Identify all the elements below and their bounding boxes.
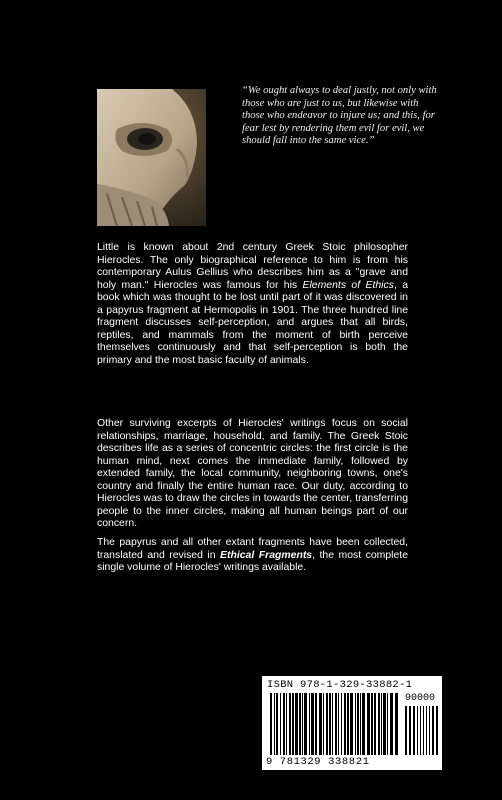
p1-text-a: Little is known about 2nd century Greek Stoic philosopher Hierocles. The only biographical reference to him is from his contemporary Aulus Gellius who describes him as a "grave and holy man." Hierocles was famous for his (97, 242, 408, 291)
isbn-barcode (262, 676, 442, 770)
p1-book-title: Elements of Ethics (302, 279, 394, 291)
description-paragraph-2: Other surviving excerpts of Hierocles' writings focus on social relationships, marriage, household, and family. The Greek Stoic describes life as a series of concentric circles: the first circle is the human mind, next comes the immediate family, followed by extended family, the local community, neighboring towns, one's country and finally the entire human race. Our duty, according to Hierocles was to draw the circles in towards the center, transferring people to the inner circles, making all human beings part of our concern. (97, 418, 408, 530)
description-paragraph-1 (97, 242, 408, 405)
p3-text-a: The papyrus and all other extant fragments have been collected, translated and revised in (97, 537, 408, 561)
p1-text-b: , a book which was thought to be lost until part of it was discovered in a papyrus fragment at Hermopolis in 1901. The three hundred line fragment discusses self-perception, and argues that all birds, reptiles, and mammals from the moment of birth perceive themselves continuously and that self-perception is both the primary and the most basic faculty of animals. (97, 279, 409, 366)
p3-text-b: , the most complete single volume of Hierocles' writings available. (97, 549, 409, 574)
price-code: 90000 (405, 693, 436, 704)
back-cover-description (97, 242, 409, 574)
stoic-bust-image (97, 89, 206, 226)
p3-book-title: Ethical Fragments (220, 549, 313, 561)
isbn-label: ISBN 978-1-329-33882-1 (267, 679, 413, 691)
epigraph-quote: “We ought always to deal justly, not only with those who are just to us, but likewise with those who endeavor to injure us; and this, for fear lest by rendering them evil for evil, we should fall into the same vice.” (242, 85, 437, 147)
description-paragraph-3 (97, 537, 408, 575)
barcode-digits: 9 781329 338821 (266, 756, 370, 768)
